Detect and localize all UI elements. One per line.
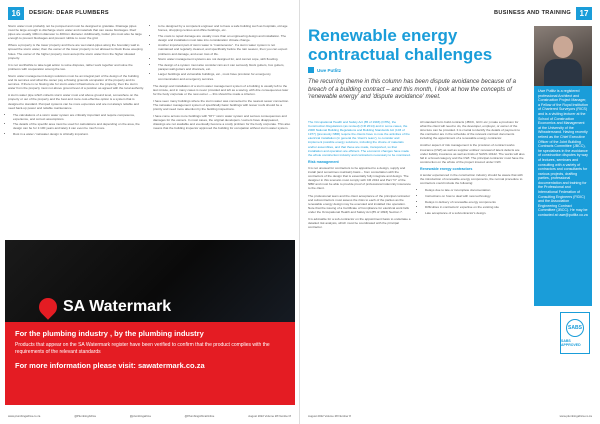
bullet-list	[158, 24, 291, 81]
right-page	[300, 0, 600, 424]
right-column-1	[308, 120, 412, 232]
author-name: Uwe Putlitz	[317, 67, 342, 73]
right-column-2	[420, 120, 525, 218]
author-sidebar	[534, 26, 592, 306]
footer-twitter[interactable]: @PlumbingAfrica	[74, 414, 96, 418]
right-header	[489, 6, 592, 20]
subheading-contractors: Renewable energy contractors	[420, 166, 473, 171]
list-item: • The details of the specific area must be used for calculations and depending on the area, the design can be for 1:100 years and lately it can even be much more.	[13, 122, 144, 130]
advert-headline: For the plumbing industry , by the plumbing industry	[15, 329, 204, 338]
page-number-left: 16	[8, 7, 24, 20]
list-item: • The costs to repair damage are usually more than an engineering design and installation. The design and installation must take into consideration climate change.	[158, 34, 291, 42]
brand-name: SA Watermark	[63, 298, 172, 315]
left-column-2	[153, 24, 291, 134]
footer-website[interactable]: www.plumbingafrica.co.za	[559, 414, 592, 418]
list-item: • Delays due to late or incomplete documentation	[425, 188, 525, 192]
paragraph: Another aspect of risk management is the provision of contract works insurance (CWI) as well as supplier entities' renewal of latent defects are under liability insurance as well as limits of SANS 10142. The works will also fall in a broad category and the CWI. The principal contractor must have the construction on the whole of the project insured under CWI.	[420, 143, 525, 164]
advert-website-link[interactable]: For more information please visit: sawatermark.co.za	[15, 361, 205, 370]
sa-watermark-logo	[39, 298, 171, 316]
list-item: • Storm water management systems are not designed for, and cannot cope, with flooding.	[158, 57, 291, 61]
paragraph: The professional team and the client acceptance of the principal contractor and subcontractors must assess the risks to each of the parties as the renewable energy design may be executed and installed into operation. Note that the issuing of a Certificate of Compliance for electrical work falls under the Occupational Health and Safety Act (85 of 1993) Section 7.	[308, 193, 411, 214]
paragraph: I have come across more buildings with "DIY" storm water system and serious consequences and damages for the owners. In most cases, the original developers / owners have disappeared, drawings are not available and eventually become a costly problem for the body corporate. This also means that the building inspector approved the building for occupation without storm water system.	[153, 114, 291, 131]
bullet-list	[13, 113, 144, 136]
list-item: • Difficulties in contractors' expertise on the existing site	[425, 205, 525, 209]
photo-body-shape	[544, 59, 582, 86]
paragraph: A tender experienced in the construction industry should be aware that with the introduction of renewable energy components, the normal procedure to contractors could include the following:	[420, 173, 523, 186]
bullet-list	[425, 188, 525, 214]
right-footer	[308, 414, 592, 418]
list-item: • Instructions on how to deal with new technology	[425, 194, 525, 198]
article-title: Renewable energy contractual challenges	[308, 26, 493, 64]
footer-linkedin[interactable]: @PlumbingAfricaOnline	[184, 414, 215, 418]
list-item: • The calculations of a storm water system are critically important and require competence, experience, and correct assumptions.	[13, 113, 144, 121]
author-icon	[308, 67, 314, 73]
sabs-approved-badge	[560, 312, 590, 354]
paragraph: A storm water pipe which collects storm water must end above ground level, somewhere on the property or out of the property and the best and more cost-effective option is a system that is designed to standard. Pumped systems can be more expensive and are not always reliable and need back-up power and reliable maintenance.	[8, 93, 139, 110]
water-drop-icon	[35, 294, 60, 319]
footer-facebook[interactable]: @plumbingafrica	[129, 414, 151, 418]
paragraph: All standard form build contracts (JBCC, GCC etc.) make a provision for what the client will need to do, the developer, employer, or owner of the structure can be provided. It is crucial to identify the details of payment to the contractor are in the schedule of the relevant contract documents including the appointment of a renewable energy contractor.	[420, 120, 520, 141]
paragraph: Where a property is the lower property and there are wet stand-pipes along the boundary wall to spread the storm water, then the owner of the lower property is not allowed to block these weeping holes. The owner of the higher property must accept the storm water from the higher situated property.	[8, 43, 143, 60]
advert-red-strip	[5, 322, 295, 405]
author-photo	[534, 26, 592, 86]
advert-subtext: Products that appear on the SA Watermark register have been verified to confirm that the product complies with the requirements of the relevant standards	[15, 342, 270, 355]
section-title-right: BUSINESS AND TRAINING	[494, 10, 571, 16]
list-item: • Larger buildings and vulnerable buildings, etc., must have provision for emergency communication and emergency services.	[158, 72, 291, 80]
list-item: • The design of a system must also consider rain as it can seriously block gutters, box gutters, parapet wall gutters and channels, etc.	[158, 63, 291, 71]
section-title-left: DESIGN: DEAR PLUMBERS	[29, 10, 109, 16]
sa-watermark-advert[interactable]	[5, 240, 295, 405]
lead-paragraph: The Occupational Health and Safety Act (85 of 1993) (OHS), the Construction Regulations (as revised) (CR 2014) and in some cases, the 2008 National Building Regulations and Building Standards Act (103 of 1977) (previously NBR) require the clients have to note the activities of the electrical installation (in general the 'client's team'), to consider and implement possible energy solutions, including the choice of materials and/or assemblies, and that these are made, transported, so that installation and operation are efficient. The economic changes have made the whole construction industry and contractors necessary to be monitored.	[308, 120, 411, 157]
subheading-risk: Risk management	[308, 159, 339, 164]
list-item: • to be designed by a competent engineer and to have a safe building such as hospitals, old age homes, shopping centres and office buildings, etc.	[158, 24, 291, 32]
paragraph: Storm water must probably not be pumped and must be designed to gravitate. Drainage pipes must be large enough to discharge storm water and materials that can cause blockages. Roof pipes are usually 100mm diameter to 400mm diameter. Additionally, Gutter pits must also be large enough to prevent blockages and prevent rubble to cover the grid.	[8, 24, 142, 41]
paragraph: It is not unusual for contractors to be appointed to a design, supply and install (and sometimes maintain) basis – from consultation with the contractors of the design that is essentially fully integrate and design. The designer in this scenario must comply with CR 2014 and Part "O" of the NBR and must be able to provide proof of professional indemnity insurance to the client.	[308, 165, 411, 191]
photo-head-shape	[553, 36, 573, 58]
left-footer	[8, 414, 291, 418]
paragraph: It is advisable for a sub-contractor on the appointment basis to undertake a detailed risk analysis, which must be coordinated with the principal contractor.	[308, 216, 411, 230]
list-item: • Another important part of storm water is "maintenance". If a storm water system is not maintained and regularly cleaned, and specifically before the rain season, then you can expect problems and damage, and even loss of life.	[158, 43, 291, 55]
sabs-label: SABS APPROVED	[561, 339, 581, 347]
footer-issue: August 2022 Volume 28 Number 8	[248, 414, 291, 418]
author-bio: Uwe Putlitz is a registered professional Architect and Construction Project Manager, a Fellow of the Royal Institution of Chartered Surveyors (RICS) and is a visiting lecturer at the School of Construction Economics and Management at the University of the Witwatersrand. Having recently retired as the Chief Executive Officer of the Joint Building Contracts Committee (JBCC), he specialises in the avoidance of construction disputes by way of lectures, seminars and consulting with a variety of contractors and consultants for various projects, drafting parties, professional documentation and training for the Professional and International Federation of Consulting Engineers (FIDIC) and the Association Engineering Contract Committee (JBCC). He may be contacted at uwe@putlitz.co.za	[538, 89, 588, 218]
footer-issue: August 2022 Volume 28 Number 8	[308, 414, 351, 418]
paragraph: It is not worthwhile to take legal action to solve disputes, rather work together and solve the problems with cooperation among the two.	[8, 62, 133, 71]
list-item: • Delays in delivery of renewable energy components	[425, 200, 525, 204]
article-intro: The recurring theme in this column has been dispute avoidance because of a breach of a building contract – and this month, I look at how the concepts of 'renewable energy' and 'dispute avoidance' meet.	[308, 78, 516, 101]
footer-website[interactable]: www.plumbingafrica.co.za	[8, 414, 41, 418]
paragraph: The design and installation of a storm water management system of a building is usually left to the last minute, and in many cases is never provided and left as a saving, with dire consequences later for the body corporate or the new owner — this should be made a criterion.	[153, 83, 289, 96]
left-header	[8, 6, 114, 20]
list-item: • Late acceptance of a subcontractor's design.	[425, 211, 525, 215]
paragraph: I have seen many buildings where the storm water was connected to the nearest sewer connection. The rainwater management system of specifically basic buildings with lesser roofs should be a priority and need more attention by the building inspections.	[153, 98, 290, 112]
page-number-right: 17	[576, 7, 592, 20]
sabs-seal-icon: SABS	[566, 319, 584, 337]
list-item: • Rust in a water / rainwater design is critically important.	[13, 132, 144, 136]
left-column-1	[8, 24, 144, 139]
paragraph: Storm water management design solutions must be an integral part of the design of the building and its services and what the owner pay a flowing grounds occupation of the property and its services. If there is no flowing site for storm water infrastructure on the property, then the storm water from the property must not above ground level of a position as agreed with the local authority.	[8, 73, 144, 91]
byline	[308, 67, 341, 73]
